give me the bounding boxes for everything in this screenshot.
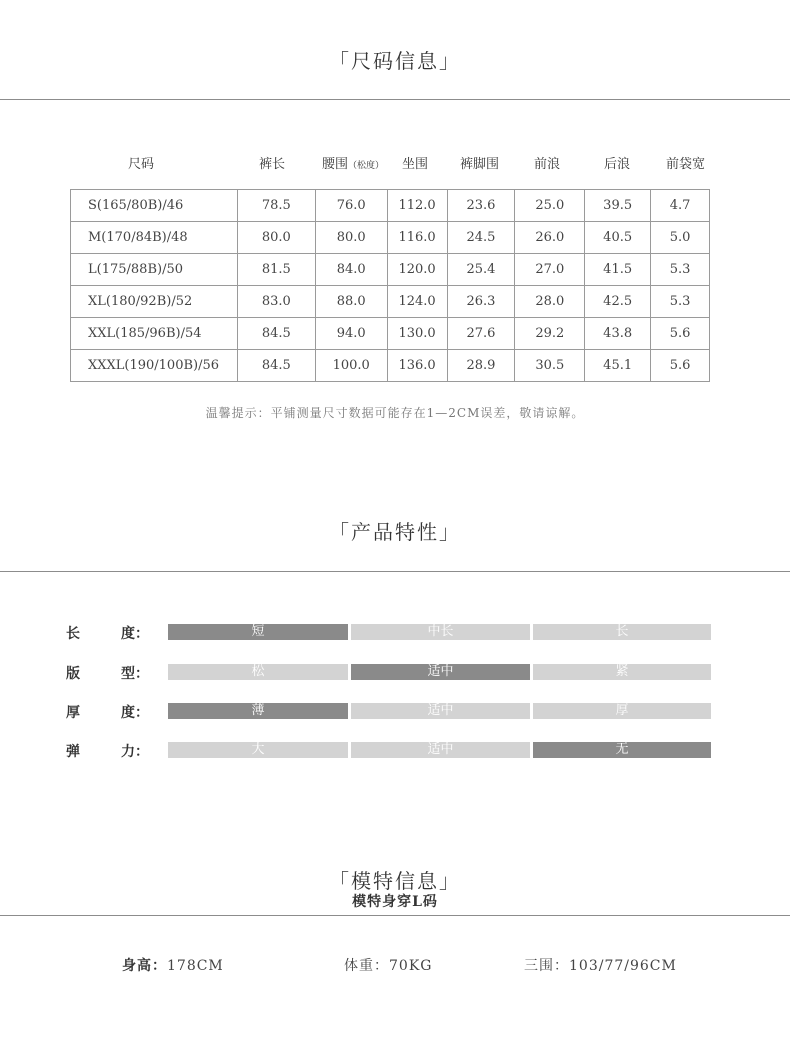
- feature-section-title: 「产品特性」: [329, 520, 461, 544]
- feature-label-char: 长: [66, 626, 80, 642]
- measurement-cell: 25.0: [515, 190, 585, 222]
- model-subtitle: 模特身穿L码: [352, 894, 438, 910]
- feature-label-suffix: 型：: [121, 666, 149, 682]
- measurement-cell: 120.0: [387, 254, 447, 286]
- feature-option-bar: 薄: [168, 703, 348, 719]
- measurement-cell: 25.4: [447, 254, 515, 286]
- size-cell: XXL(185/96B)/54: [71, 318, 238, 350]
- feature-option-bar: 适中: [351, 664, 530, 680]
- feature-option-bar: 长: [533, 624, 711, 640]
- size-section-title: 「尺码信息」: [329, 49, 461, 73]
- measurement-cell: 28.9: [447, 350, 515, 382]
- header-waist-note: （松度）: [348, 161, 385, 171]
- measurement-cell: 80.0: [315, 222, 387, 254]
- model-section-divider: [0, 915, 790, 916]
- feature-option-bar: 厚: [533, 703, 711, 719]
- table-row: [71, 190, 710, 222]
- size-cell: M(170/84B)/48: [71, 222, 238, 254]
- measurement-cell: 5.6: [651, 318, 710, 350]
- feature-option-bar: 短: [168, 624, 348, 640]
- header-hip: 坐围: [402, 157, 429, 172]
- measurement-cell: 78.5: [237, 190, 315, 222]
- model-weight: [344, 955, 432, 975]
- header-pocket: 前袋宽: [666, 157, 706, 172]
- measurement-cell: 94.0: [315, 318, 387, 350]
- feature-option-bar: 无: [533, 742, 711, 758]
- table-row: [71, 222, 710, 254]
- measurement-cell: 28.0: [515, 286, 585, 318]
- measurement-cell: 83.0: [237, 286, 315, 318]
- feature-label: [66, 741, 149, 761]
- header-size: 尺码: [128, 157, 155, 172]
- measurement-cell: 88.0: [315, 286, 387, 318]
- model-weight-label: 体重：: [344, 958, 389, 974]
- size-cell: XL(180/92B)/52: [71, 286, 238, 318]
- size-table: [70, 189, 710, 382]
- measurement-cell: 30.5: [515, 350, 585, 382]
- model-measurements-label: 三围：: [524, 958, 569, 974]
- measurement-cell: 130.0: [387, 318, 447, 350]
- measurement-cell: 4.7: [651, 190, 710, 222]
- feature-option-bar: 适中: [351, 703, 530, 719]
- model-height-label: 身高：: [122, 958, 167, 974]
- measurement-cell: 5.0: [651, 222, 710, 254]
- measurement-cell: 24.5: [447, 222, 515, 254]
- measurement-cell: 80.0: [237, 222, 315, 254]
- header-front-rise: 前浪: [534, 157, 561, 172]
- feature-option-bar: 大: [168, 742, 348, 758]
- measurement-cell: 112.0: [387, 190, 447, 222]
- table-row: [71, 254, 710, 286]
- measurement-cell: 40.5: [585, 222, 651, 254]
- feature-option-bar: 紧: [533, 664, 711, 680]
- measurement-cell: 81.5: [237, 254, 315, 286]
- header-waist: [322, 153, 384, 172]
- table-row: [71, 286, 710, 318]
- feature-option-bar: 适中: [351, 742, 530, 758]
- measurement-cell: 42.5: [585, 286, 651, 318]
- feature-label-char: 弹: [66, 744, 80, 760]
- feature-label: [66, 663, 149, 683]
- measurement-cell: 76.0: [315, 190, 387, 222]
- model-section-title: 「模特信息」: [329, 869, 461, 893]
- model-height-value: 178CM: [167, 958, 224, 974]
- size-cell: S(165/80B)/46: [71, 190, 238, 222]
- model-measurements-value: 103/77/96CM: [569, 958, 677, 974]
- feature-label-char: 版: [66, 666, 80, 682]
- measurement-cell: 26.3: [447, 286, 515, 318]
- size-section-divider: [0, 99, 790, 100]
- table-row: [71, 318, 710, 350]
- feature-label-suffix: 度：: [121, 705, 149, 721]
- measurement-cell: 45.1: [585, 350, 651, 382]
- measurement-cell: 26.0: [515, 222, 585, 254]
- measurement-cell: 39.5: [585, 190, 651, 222]
- measurement-cell: 136.0: [387, 350, 447, 382]
- measurement-cell: 5.3: [651, 254, 710, 286]
- measurement-cell: 41.5: [585, 254, 651, 286]
- feature-option-bar: 中长: [351, 624, 530, 640]
- table-row: [71, 350, 710, 382]
- measurement-cell: 29.2: [515, 318, 585, 350]
- measurement-cell: 100.0: [315, 350, 387, 382]
- size-cell: XXXL(190/100B)/56: [71, 350, 238, 382]
- feature-section-divider: [0, 571, 790, 572]
- measurement-cell: 23.6: [447, 190, 515, 222]
- measurement-cell: 5.3: [651, 286, 710, 318]
- measurement-cell: 43.8: [585, 318, 651, 350]
- measurement-cell: 84.0: [315, 254, 387, 286]
- feature-label-char: 厚: [66, 705, 80, 721]
- measurement-cell: 116.0: [387, 222, 447, 254]
- header-leg: 裤脚围: [460, 157, 500, 172]
- feature-label: [66, 702, 149, 722]
- feature-label-suffix: 力：: [121, 744, 149, 760]
- header-waist-label: 腰围: [322, 157, 349, 172]
- measurement-cell: 84.5: [237, 350, 315, 382]
- measurement-cell: 84.5: [237, 318, 315, 350]
- feature-label-suffix: 度：: [121, 626, 149, 642]
- model-measurements: [524, 955, 677, 975]
- header-length: 裤长: [259, 157, 286, 172]
- feature-option-bar: 松: [168, 664, 348, 680]
- measurement-cell: 27.6: [447, 318, 515, 350]
- measurement-note: 温馨提示：平铺测量尺寸数据可能存在1—2CM误差，敬请谅解。: [205, 406, 585, 420]
- model-weight-value: 70KG: [389, 958, 433, 974]
- size-cell: L(175/88B)/50: [71, 254, 238, 286]
- model-height: [122, 955, 224, 975]
- measurement-cell: 124.0: [387, 286, 447, 318]
- measurement-cell: 27.0: [515, 254, 585, 286]
- measurement-cell: 5.6: [651, 350, 710, 382]
- header-back-rise: 后浪: [604, 157, 631, 172]
- feature-label: [66, 623, 149, 643]
